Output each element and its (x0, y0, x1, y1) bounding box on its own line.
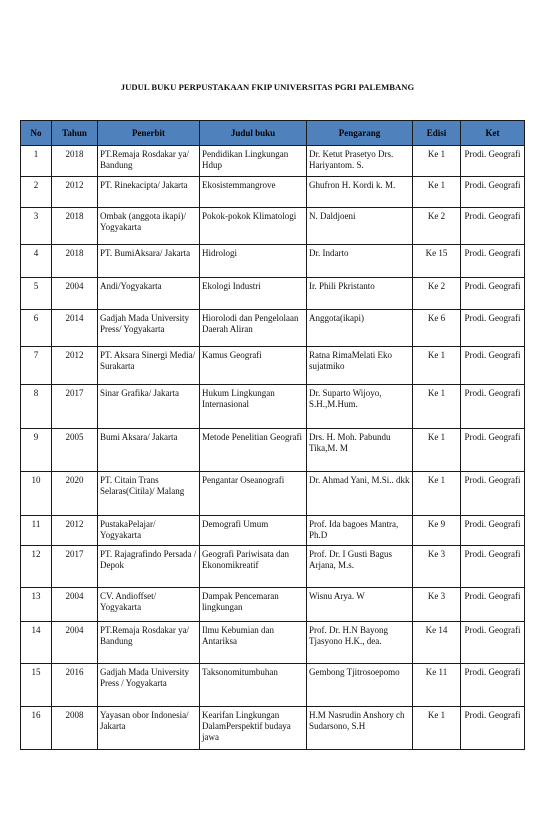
cell-penerbit: Ombak (anggota ikapi)/ Yogyakarta (98, 208, 200, 245)
cell-edisi: Ke 1 (413, 429, 461, 472)
cell-penerbit: Yayasan obor Indonesia/ Jakarta (98, 707, 200, 750)
table-row (21, 707, 525, 750)
cell-judul-buku: Kearifan Lingkungan DalamPerspektif budaya jawa (200, 707, 307, 750)
cell-judul-buku: Pendidikan Lingkungan Hdup (200, 146, 307, 177)
cell-pengarang: Prof. Ida bagoes Mantra, Ph.D (307, 516, 413, 546)
cell-penerbit: Andi/Yogyakarta (98, 278, 200, 310)
table-row (21, 546, 525, 588)
table-row (21, 278, 525, 310)
cell-no: 8 (21, 385, 52, 429)
cell-judul-buku: Pengantar Oseanografi (200, 472, 307, 516)
cell-tahun: 2018 (52, 245, 98, 278)
cell-no: 5 (21, 278, 52, 310)
cell-ket: Prodi. Geografi (461, 588, 525, 622)
cell-edisi: Ke 1 (413, 707, 461, 750)
cell-edisi: Ke 1 (413, 146, 461, 177)
cell-penerbit: PustakaPelajar/ Yogyakarta (98, 516, 200, 546)
cell-ket: Prodi. Geografi (461, 347, 525, 385)
cell-tahun: 2017 (52, 546, 98, 588)
cell-penerbit: PT. BumiAksara/ Jakarta (98, 245, 200, 278)
cell-pengarang: Wisnu Arya. W (307, 588, 413, 622)
cell-edisi: Ke 3 (413, 546, 461, 588)
table-row (21, 347, 525, 385)
cell-edisi: Ke 1 (413, 472, 461, 516)
cell-pengarang: Dr. Suparto Wijoyo, S.H.,M.Hum. (307, 385, 413, 429)
cell-pengarang: H.M Nasrudin Anshory ch Sudarsono, S.H (307, 707, 413, 750)
cell-judul-buku: Metode Penelitian Geografi (200, 429, 307, 472)
cell-penerbit: PT. Rinekacipta/ Jakarta (98, 177, 200, 208)
cell-judul-buku: Hidrologi (200, 245, 307, 278)
cell-judul-buku: Ekosistemmangrove (200, 177, 307, 208)
cell-judul-buku: Pokok-pokok Klimatologi (200, 208, 307, 245)
cell-penerbit: Gadjah Mada University Press / Yogyakarta (98, 664, 200, 707)
cell-pengarang: Dr. Ahmad Yani, M.Si.. dkk (307, 472, 413, 516)
table-row (21, 622, 525, 664)
cell-judul-buku: Ilmu Kebumian dan Antariksa (200, 622, 307, 664)
cell-tahun: 2014 (52, 310, 98, 347)
cell-judul-buku: Dampak Pencemaran lingkungan (200, 588, 307, 622)
cell-tahun: 2012 (52, 177, 98, 208)
cell-no: 10 (21, 472, 52, 516)
cell-edisi: Ke 1 (413, 177, 461, 208)
table-row (21, 310, 525, 347)
cell-pengarang: Prof. Dr. I Gusti Bagus Arjana, M.s. (307, 546, 413, 588)
cell-no: 14 (21, 622, 52, 664)
cell-ket: Prodi. Geografi (461, 472, 525, 516)
cell-no: 12 (21, 546, 52, 588)
cell-no: 13 (21, 588, 52, 622)
cell-judul-buku: Ekologi Industri (200, 278, 307, 310)
cell-no: 1 (21, 146, 52, 177)
cell-no: 7 (21, 347, 52, 385)
cell-tahun: 2018 (52, 208, 98, 245)
table-row (21, 385, 525, 429)
cell-tahun: 2005 (52, 429, 98, 472)
cell-ket: Prodi. Geografi (461, 146, 525, 177)
header-ket: Ket (461, 121, 525, 146)
cell-edisi: Ke 11 (413, 664, 461, 707)
cell-ket: Prodi. Geografi (461, 177, 525, 208)
cell-edisi: Ke 1 (413, 385, 461, 429)
cell-edisi: Ke 3 (413, 588, 461, 622)
cell-judul-buku: Demografi Umum (200, 516, 307, 546)
table-header-row (21, 121, 525, 146)
table-row (21, 177, 525, 208)
cell-pengarang: Dr. Indarto (307, 245, 413, 278)
cell-ket: Prodi. Geografi (461, 516, 525, 546)
cell-ket: Prodi. Geografi (461, 245, 525, 278)
cell-tahun: 2008 (52, 707, 98, 750)
cell-tahun: 2012 (52, 347, 98, 385)
header-tahun: Tahun (52, 121, 98, 146)
book-table (20, 120, 525, 750)
cell-edisi: Ke 1 (413, 347, 461, 385)
cell-pengarang: Dr. Ketut Prasetyo Drs. Hariyantom. S. (307, 146, 413, 177)
cell-tahun: 2017 (52, 385, 98, 429)
cell-pengarang: Prof. Dr. H.N Bayong Tjasyono H.K., dea. (307, 622, 413, 664)
table-row (21, 588, 525, 622)
cell-tahun: 2004 (52, 588, 98, 622)
header-judul-buku: Judul buku (200, 121, 307, 146)
cell-tahun: 2016 (52, 664, 98, 707)
header-penerbit: Penerbit (98, 121, 200, 146)
cell-no: 2 (21, 177, 52, 208)
cell-penerbit: Sinar Grafika/ Jakarta (98, 385, 200, 429)
cell-pengarang: Ir. Phili Pkristanto (307, 278, 413, 310)
cell-edisi: Ke 15 (413, 245, 461, 278)
cell-ket: Prodi. Geografi (461, 622, 525, 664)
cell-pengarang: Drs. H. Moh. Pabundu Tika,M. M (307, 429, 413, 472)
cell-ket: Prodi. Geografi (461, 208, 525, 245)
table-row (21, 208, 525, 245)
cell-penerbit: PT. Aksara Sinergi Media/ Surakarta (98, 347, 200, 385)
cell-tahun: 2018 (52, 146, 98, 177)
cell-no: 16 (21, 707, 52, 750)
cell-pengarang: N. Daldjoeni (307, 208, 413, 245)
cell-pengarang: Anggota(ikapi) (307, 310, 413, 347)
cell-judul-buku: Hukum Lingkungan Internasional (200, 385, 307, 429)
table-row (21, 472, 525, 516)
cell-ket: Prodi. Geografi (461, 546, 525, 588)
cell-penerbit: PT. Rajagrafindo Persada / Depok (98, 546, 200, 588)
table-row (21, 429, 525, 472)
header-no: No (21, 121, 52, 146)
cell-penerbit: Gadjah Mada University Press/ Yogyakarta (98, 310, 200, 347)
table-row (21, 245, 525, 278)
cell-ket: Prodi. Geografi (461, 310, 525, 347)
cell-edisi: Ke 9 (413, 516, 461, 546)
cell-no: 15 (21, 664, 52, 707)
cell-tahun: 2012 (52, 516, 98, 546)
cell-pengarang: Ratna RimaMelati Eko sujatmiko (307, 347, 413, 385)
cell-judul-buku: Hiorolodi dan Pengelolaan Daerah Aliran (200, 310, 307, 347)
cell-penerbit: Bumi Aksara/ Jakarta (98, 429, 200, 472)
cell-edisi: Ke 6 (413, 310, 461, 347)
cell-penerbit: PT. Citain Trans Selaras(Citila)/ Malang (98, 472, 200, 516)
cell-no: 11 (21, 516, 52, 546)
cell-judul-buku: Geografi Pariwisata dan Ekonomikreatif (200, 546, 307, 588)
cell-tahun: 2004 (52, 278, 98, 310)
cell-no: 3 (21, 208, 52, 245)
cell-no: 9 (21, 429, 52, 472)
cell-penerbit: PT.Remaja Rosdakar ya/ Bandung (98, 146, 200, 177)
cell-tahun: 2004 (52, 622, 98, 664)
cell-no: 4 (21, 245, 52, 278)
cell-tahun: 2020 (52, 472, 98, 516)
cell-pengarang: Gembong Tjitrosoepomo (307, 664, 413, 707)
table-row (21, 664, 525, 707)
cell-penerbit: CV. Andioffset/ Yogyakarta (98, 588, 200, 622)
cell-ket: Prodi. Geografi (461, 707, 525, 750)
cell-penerbit: PT.Remaja Rosdakar ya/ Bandung (98, 622, 200, 664)
cell-no: 6 (21, 310, 52, 347)
cell-edisi: Ke 2 (413, 278, 461, 310)
cell-ket: Prodi. Geografi (461, 664, 525, 707)
table-row (21, 146, 525, 177)
cell-judul-buku: Kamus Geografi (200, 347, 307, 385)
cell-edisi: Ke 2 (413, 208, 461, 245)
cell-judul-buku: Taksonomitumbuhan (200, 664, 307, 707)
cell-ket: Prodi. Geografi (461, 278, 525, 310)
table-row (21, 516, 525, 546)
cell-ket: Prodi. Geografi (461, 385, 525, 429)
cell-pengarang: Ghufron H. Kordi k. M. (307, 177, 413, 208)
cell-ket: Prodi. Geografi (461, 429, 525, 472)
header-edisi: Edisi (413, 121, 461, 146)
document-title: JUDUL BUKU PERPUSTAKAAN FKIP UNIVERSITAS PGRI PALEMBANG (120, 82, 415, 92)
cell-edisi: Ke 14 (413, 622, 461, 664)
header-pengarang: Pengarang (307, 121, 413, 146)
